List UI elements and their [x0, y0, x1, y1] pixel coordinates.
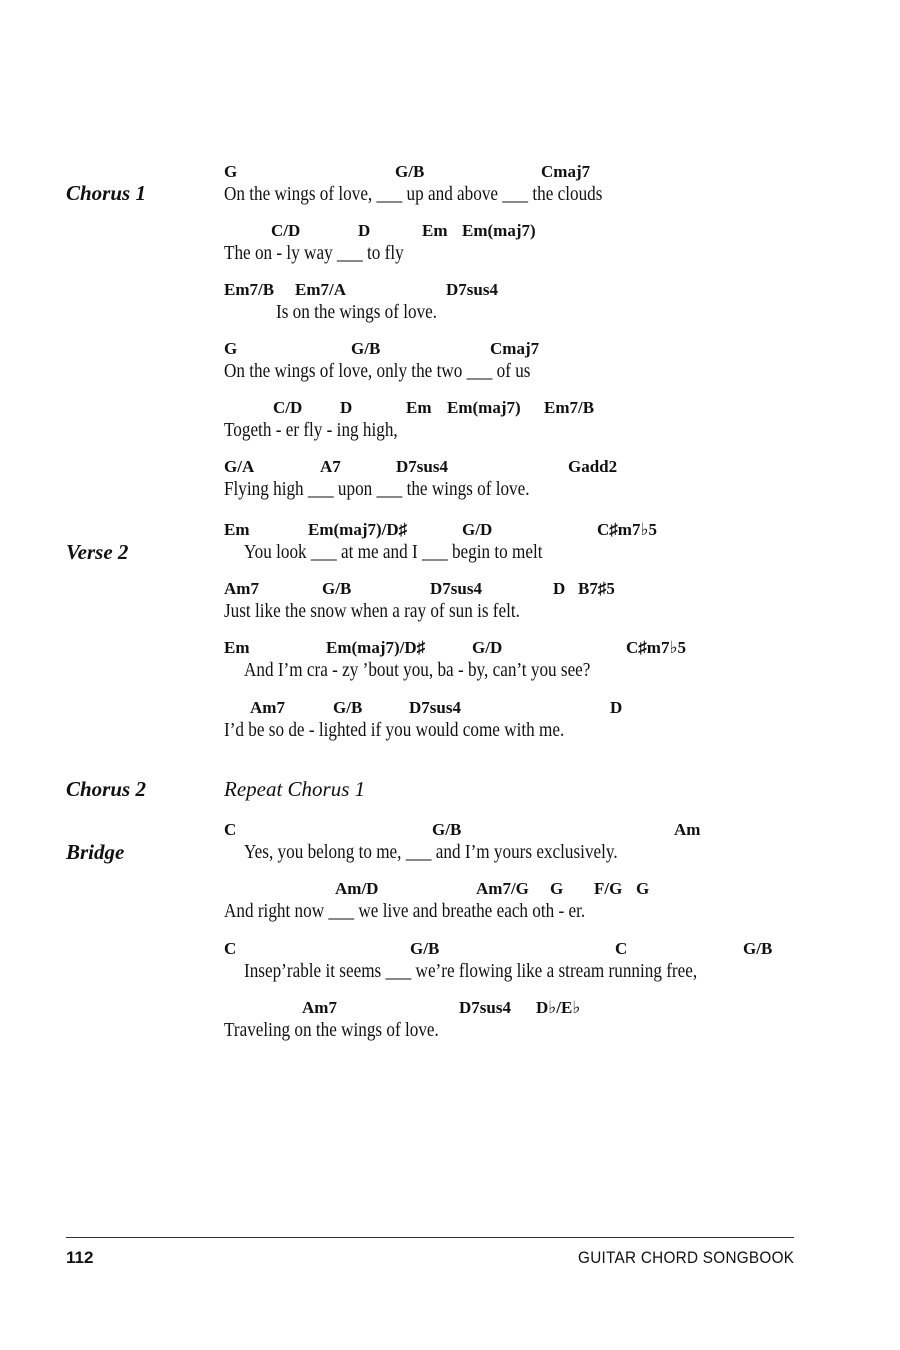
- lyric-line: On the wings of love, ___ up and above ___ the clouds: [224, 184, 603, 205]
- chord-row: [0, 999, 900, 1021]
- chord: G/D: [462, 520, 493, 539]
- chord: G/B: [322, 579, 352, 598]
- chord: Em(maj7)/D♯: [326, 638, 426, 657]
- chord: C/D: [271, 221, 301, 240]
- chord: Em(maj7): [447, 398, 521, 417]
- chord: Am/D: [335, 879, 379, 898]
- chord: Em: [224, 520, 250, 539]
- chord: B7♯5: [578, 579, 615, 598]
- section-label-chorus-2: Chorus 2: [66, 777, 146, 801]
- lyric-line: And I’m cra - zy ’bout you, ba - by, can’t you see?: [244, 660, 591, 681]
- chord: Em: [224, 638, 250, 657]
- chord-row: [0, 222, 900, 244]
- chord: Em7/B: [544, 398, 595, 417]
- chord: D: [340, 398, 353, 417]
- chord: D7sus4: [459, 998, 511, 1017]
- lyric-line: Togeth - er fly - ing high,: [224, 420, 398, 441]
- chord: C: [224, 939, 237, 958]
- chord: D7sus4: [430, 579, 482, 598]
- chord: G/B: [432, 820, 462, 839]
- chord: Cmaj7: [541, 162, 591, 181]
- chord-row: [0, 580, 900, 602]
- chord-row: [0, 821, 900, 843]
- chord: Gadd2: [568, 457, 618, 476]
- chord: C: [224, 820, 237, 839]
- lyric-line: I’d be so de - lighted if you would come with me.: [224, 720, 565, 741]
- chord: G/B: [395, 162, 425, 181]
- chord: G/B: [333, 698, 363, 717]
- chord: G: [550, 879, 564, 898]
- section-label-bridge: Bridge: [66, 840, 125, 864]
- repeat-instruction: Repeat Chorus 1: [224, 777, 366, 801]
- chord: G/D: [472, 638, 503, 657]
- chord-row: [0, 940, 900, 962]
- lyric-line: The on - ly way ___ to fly: [224, 243, 404, 264]
- chord: Am: [674, 820, 701, 839]
- chord: D7sus4: [396, 457, 448, 476]
- chord-row: [0, 163, 900, 185]
- chord: G/A: [224, 457, 255, 476]
- chord: G: [636, 879, 650, 898]
- chord-row: [0, 639, 900, 661]
- chord-row: [0, 521, 900, 543]
- chord: G/B: [410, 939, 440, 958]
- footer-divider: [66, 1237, 794, 1238]
- chord: G/B: [743, 939, 773, 958]
- chord: Em(maj7)/D♯: [308, 520, 408, 539]
- chord: Am7: [302, 998, 337, 1017]
- lyric-line: Is on the wings of love.: [276, 302, 438, 323]
- chord-row: [0, 880, 900, 902]
- book-title: GUITAR CHORD SONGBOOK: [577, 1248, 794, 1267]
- chord: Cmaj7: [490, 339, 540, 358]
- chord: D7sus4: [446, 280, 498, 299]
- chord: Em7/B: [224, 280, 275, 299]
- chord-row: [0, 399, 900, 421]
- chord: Em(maj7): [462, 221, 536, 240]
- chord: G/B: [351, 339, 381, 358]
- chord: C♯m7♭5: [597, 520, 657, 539]
- page-number: 112: [66, 1248, 94, 1267]
- chord: Am7: [224, 579, 259, 598]
- section-label-verse-2: Verse 2: [66, 540, 129, 564]
- chord: G: [224, 162, 238, 181]
- chord: D: [610, 698, 623, 717]
- chord: Em: [406, 398, 432, 417]
- chord: C♯m7♭5: [626, 638, 686, 657]
- chord: Am7/G: [476, 879, 529, 898]
- lyric-line: Just like the snow when a ray of sun is felt.: [224, 601, 520, 622]
- chord-row: [0, 340, 900, 362]
- lyric-line: Insep’rable it seems ___ we’re flowing like a stream running free,: [244, 961, 698, 982]
- section-label-chorus-1: Chorus 1: [66, 181, 146, 205]
- chord: D♭/E♭: [536, 998, 581, 1017]
- chord: G: [224, 339, 238, 358]
- lyric-line: Yes, you belong to me, ___ and I’m yours exclusively.: [244, 842, 618, 863]
- chord-row: [0, 699, 900, 721]
- chord: Am7: [250, 698, 285, 717]
- lyric-line: Flying high ___ upon ___ the wings of love.: [224, 479, 530, 500]
- chord: D: [553, 579, 566, 598]
- chord: A7: [320, 457, 341, 476]
- lyric-line: You look ___ at me and I ___ begin to melt: [244, 542, 543, 563]
- lyric-line: On the wings of love, only the two ___ of us: [224, 361, 531, 382]
- chord: Em: [422, 221, 448, 240]
- chord: C/D: [273, 398, 303, 417]
- chord: C: [615, 939, 628, 958]
- chord: Em7/A: [295, 280, 346, 299]
- chord: F/G: [594, 879, 623, 898]
- chord-row: [0, 281, 900, 303]
- lyric-line: Traveling on the wings of love.: [224, 1020, 439, 1041]
- lyric-line: And right now ___ we live and breathe each oth - er.: [224, 901, 586, 922]
- chord-row: [0, 458, 900, 480]
- chord: D7sus4: [409, 698, 461, 717]
- chord: D: [358, 221, 371, 240]
